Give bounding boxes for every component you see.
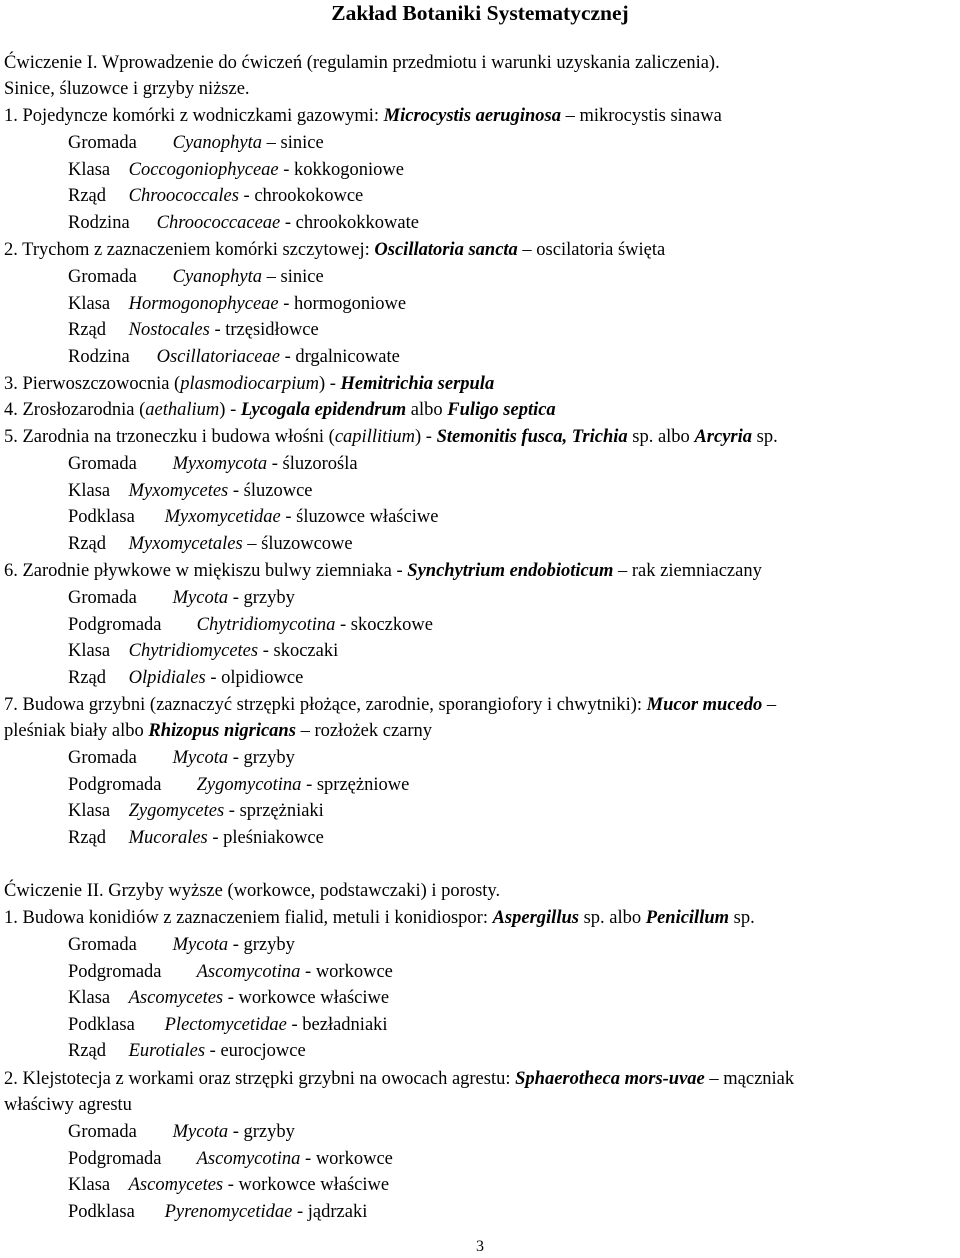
text-run: – bbox=[766, 695, 777, 715]
text-run: Budowa grzybni (zaznaczyć strzępki płożące, zarodnie, sporangiofory i chwytniki): bbox=[22, 695, 643, 715]
text-run: – oscilatoria święta bbox=[522, 240, 666, 260]
taxon-name: Nostocales bbox=[128, 320, 210, 340]
taxonomy-line bbox=[68, 1040, 306, 1062]
rank-label: Rodzina bbox=[68, 212, 130, 233]
text-run: 5. bbox=[4, 427, 18, 447]
taxon-name: Myxomycetes bbox=[128, 480, 229, 501]
text-run: pleśniak biały albo bbox=[4, 721, 144, 741]
taxon-polish-name: - workowce właściwe bbox=[227, 1175, 390, 1195]
rank-label: Gromada bbox=[68, 1122, 137, 1142]
species-name: Lycogala epidendrum bbox=[240, 400, 407, 420]
taxon-polish-name: - workowce bbox=[305, 1148, 393, 1169]
text-run: Zarodnia na trzoneczku i budowa włośni ( bbox=[22, 427, 335, 447]
text-run: 1. bbox=[4, 106, 18, 126]
species-name: Stemonitis fusca, bbox=[436, 427, 568, 447]
text-run: 7. bbox=[4, 695, 18, 715]
taxon-polish-name: – sinice bbox=[266, 133, 324, 153]
taxon-name: Chroococcales bbox=[128, 186, 239, 206]
taxon-name: Cyanophyta bbox=[172, 133, 263, 153]
rank-label: Rząd bbox=[68, 186, 107, 206]
taxon-polish-name: - śluzorośla bbox=[271, 454, 358, 474]
taxon-name: Eurotiales bbox=[128, 1041, 206, 1061]
rank-label: Gromada bbox=[68, 935, 137, 955]
taxon-name: Chytridiomycotina bbox=[196, 614, 336, 635]
taxon-polish-name: - skoczaki bbox=[262, 641, 339, 661]
taxonomy-line bbox=[68, 774, 409, 796]
exercise-heading: Ćwiczenie I. Wprowadzenie do ćwiczeń (regulamin przedmiotu i warunki uzyskania zaliczenia). bbox=[4, 53, 720, 73]
taxon-polish-name: - bezładniaki bbox=[291, 1014, 388, 1035]
species-name: Aspergillus bbox=[492, 908, 579, 928]
text-run: sp. bbox=[733, 908, 755, 928]
taxon-name: Zygomycetes bbox=[128, 801, 225, 821]
text-run: 3. bbox=[4, 374, 18, 394]
taxon-polish-name: - drgalnicowate bbox=[284, 346, 400, 367]
species-name: Microcystis aeruginosa bbox=[383, 106, 561, 126]
taxon-polish-name: - śluzowce właściwe bbox=[285, 507, 439, 527]
text-line bbox=[4, 720, 432, 742]
taxon-polish-name: - chrookokowce bbox=[243, 186, 364, 206]
rank-label: Klasa bbox=[68, 988, 111, 1008]
taxon-name: Myxomycetales bbox=[128, 533, 243, 554]
taxon-polish-name: - sprzężniaki bbox=[228, 801, 324, 821]
taxonomy-line bbox=[68, 293, 406, 315]
rank-label: Podklasa bbox=[68, 1014, 135, 1035]
page-number: 3 bbox=[476, 1238, 484, 1255]
rank-label: Podklasa bbox=[68, 507, 135, 527]
taxonomy-line bbox=[68, 827, 324, 849]
taxon-polish-name: – sinice bbox=[266, 267, 324, 287]
taxonomy-line bbox=[68, 159, 404, 181]
taxonomy-line bbox=[68, 1148, 393, 1170]
rank-label: Klasa bbox=[68, 159, 111, 180]
text-line bbox=[4, 560, 762, 582]
taxon-polish-name: - grzyby bbox=[232, 748, 295, 768]
taxon-polish-name: - sprzężniowe bbox=[306, 774, 410, 795]
taxon-polish-name: - pleśniakowce bbox=[212, 827, 324, 848]
text-run: – rozłożek czarny bbox=[300, 721, 433, 741]
text-run: 4. bbox=[4, 400, 18, 420]
rank-label: Gromada bbox=[68, 748, 137, 768]
species-name: Oscillatoria sancta bbox=[374, 240, 518, 260]
taxonomy-line bbox=[68, 506, 438, 528]
page-title: Zakład Botaniki Systematycznej bbox=[331, 1, 629, 25]
text-run: sp. bbox=[756, 427, 778, 447]
text-line bbox=[4, 105, 722, 127]
rank-label: Podgromada bbox=[68, 614, 162, 635]
term: capillitium bbox=[334, 427, 416, 447]
species-name: Trichia bbox=[571, 427, 628, 447]
taxonomy-line bbox=[68, 1174, 389, 1196]
text-run: 1. bbox=[4, 908, 18, 928]
term: plasmodiocarpium bbox=[180, 374, 319, 394]
text-run: ) - bbox=[318, 374, 336, 394]
text-run: sp. albo bbox=[632, 427, 690, 447]
text-line bbox=[4, 373, 494, 395]
text-line bbox=[4, 1094, 132, 1116]
taxon-name: Mycota bbox=[172, 748, 229, 768]
taxonomy-line bbox=[68, 212, 419, 234]
taxon-name: Olpidiales bbox=[128, 667, 206, 688]
species-name: Hemitrichia serpula bbox=[340, 374, 495, 394]
rank-label: Rząd bbox=[68, 320, 107, 340]
taxon-polish-name: - grzyby bbox=[232, 935, 295, 955]
text-run: Zrosłozarodnia ( bbox=[22, 400, 146, 420]
taxon-name: Ascomycetes bbox=[128, 1175, 224, 1195]
rank-label: Gromada bbox=[68, 588, 137, 608]
taxon-polish-name: - workowce właściwe bbox=[227, 988, 390, 1008]
taxonomy-line bbox=[68, 640, 338, 662]
taxon-name: Myxomycetidae bbox=[164, 507, 281, 527]
text-run: albo bbox=[410, 400, 443, 420]
text-line bbox=[4, 399, 556, 421]
taxon-name: Mycota bbox=[172, 935, 229, 955]
rank-label: Rząd bbox=[68, 1041, 107, 1061]
taxon-name: Myxomycota bbox=[172, 454, 268, 474]
taxon-name: Hormogonophyceae bbox=[128, 293, 279, 314]
rank-label: Klasa bbox=[68, 1175, 111, 1195]
taxon-name: Mycota bbox=[172, 1122, 229, 1142]
text-line bbox=[4, 52, 720, 74]
exercise-heading: Ćwiczenie II. bbox=[4, 881, 104, 901]
taxon-name: Mycota bbox=[172, 588, 229, 608]
text-run: Zarodnie pływkowe w miękiszu bulwy ziemniaka - bbox=[22, 561, 403, 581]
species-name: Fuligo septica bbox=[447, 400, 556, 420]
text-line bbox=[4, 907, 755, 929]
taxon-polish-name: - kokkogoniowe bbox=[283, 159, 404, 180]
taxon-name: Chytridiomycetes bbox=[128, 641, 259, 661]
rank-label: Klasa bbox=[68, 480, 111, 501]
taxon-name: Ascomycotina bbox=[196, 961, 301, 982]
rank-label: Podgromada bbox=[68, 774, 162, 795]
taxon-name: Ascomycotina bbox=[196, 1148, 301, 1169]
rank-label: Gromada bbox=[68, 133, 137, 153]
term: aethalium bbox=[145, 400, 220, 420]
text-run: Klejstotecja z workami oraz strzępki grzybni na owocach agrestu: bbox=[22, 1069, 511, 1089]
rank-label: Klasa bbox=[68, 293, 111, 314]
taxon-polish-name: - śluzowce bbox=[232, 480, 313, 501]
taxon-polish-name: - chrookokkowate bbox=[284, 212, 419, 233]
taxonomy-line bbox=[68, 587, 295, 609]
text-run: ) - bbox=[415, 427, 432, 447]
taxon-name: Pyrenomycetidae bbox=[164, 1201, 293, 1222]
text-run: – rak ziemniaczany bbox=[618, 561, 762, 581]
text-run: właściwy agrestu bbox=[4, 1095, 132, 1115]
rank-label: Rząd bbox=[68, 827, 107, 848]
species-name: Penicillum bbox=[645, 908, 730, 928]
text-line bbox=[4, 694, 776, 716]
taxon-polish-name: - jądrzaki bbox=[296, 1201, 368, 1222]
taxon-name: Coccogoniophyceae bbox=[128, 159, 279, 180]
taxonomy-line bbox=[68, 800, 324, 822]
rank-label: Gromada bbox=[68, 267, 137, 287]
rank-label: Podklasa bbox=[68, 1201, 135, 1222]
text-run: ) - bbox=[219, 400, 237, 420]
taxonomy-line bbox=[68, 614, 433, 636]
taxon-name: Ascomycetes bbox=[128, 988, 224, 1008]
rank-label: Gromada bbox=[68, 454, 137, 474]
species-name: Arcyria bbox=[694, 427, 752, 447]
taxon-polish-name: - grzyby bbox=[232, 588, 295, 608]
text-run: 2. bbox=[4, 240, 18, 260]
taxon-name: Plectomycetidae bbox=[164, 1014, 287, 1035]
taxon-polish-name: - workowce bbox=[305, 961, 393, 982]
text-run: Budowa konidiów z zaznaczeniem fialid, metuli i konidiospor: bbox=[22, 908, 488, 928]
taxonomy-line bbox=[68, 533, 353, 555]
species-name: Mucor mucedo bbox=[646, 695, 763, 715]
taxon-polish-name: - grzyby bbox=[232, 1122, 295, 1142]
species-name: Sphaerotheca mors-uvae bbox=[515, 1069, 705, 1089]
exercise-heading: Grzyby wyższe (workowce, podstawczaki) i porosty. bbox=[108, 881, 501, 901]
taxonomy-line bbox=[68, 453, 358, 475]
species-name: Synchytrium endobioticum bbox=[407, 561, 614, 581]
taxonomy-line bbox=[68, 1201, 367, 1223]
taxon-polish-name: - trzęsidłowce bbox=[214, 320, 319, 340]
text-run: Pierwoszczowocnia ( bbox=[22, 374, 181, 394]
text-run: 2. bbox=[4, 1069, 18, 1089]
rank-label: Klasa bbox=[68, 641, 111, 661]
exercise-subheading: Sinice, śluzowce i grzyby niższe. bbox=[4, 79, 250, 99]
text-line bbox=[4, 78, 250, 100]
text-run: – mączniak bbox=[709, 1069, 795, 1089]
taxon-polish-name: - olpidiowce bbox=[210, 667, 304, 688]
text-line bbox=[4, 1068, 794, 1090]
rank-label: Klasa bbox=[68, 801, 111, 821]
text-run: Trychom z zaznaczeniem komórki szczytowej: bbox=[22, 240, 370, 260]
text-run: 6. bbox=[4, 561, 18, 581]
rank-label: Rząd bbox=[68, 667, 107, 688]
taxonomy-line bbox=[68, 266, 324, 288]
taxonomy-line bbox=[68, 480, 313, 502]
taxon-name: Zygomycotina bbox=[196, 774, 302, 795]
rank-label: Podgromada bbox=[68, 961, 162, 982]
text-line bbox=[4, 880, 500, 902]
species-name: Rhizopus nigricans bbox=[148, 721, 296, 741]
text-run: sp. albo bbox=[583, 908, 642, 928]
taxon-name: Chroococcaceae bbox=[156, 212, 281, 233]
taxonomy-line bbox=[68, 185, 363, 207]
taxon-name: Cyanophyta bbox=[172, 267, 263, 287]
rank-label: Podgromada bbox=[68, 1148, 162, 1169]
taxonomy-line bbox=[68, 1121, 295, 1143]
taxonomy-line bbox=[68, 1014, 388, 1036]
text-run: Pojedyncze komórki z wodniczkami gazowymi: bbox=[22, 106, 380, 126]
taxon-name: Oscillatoriaceae bbox=[156, 346, 280, 367]
taxonomy-line bbox=[68, 319, 319, 341]
taxon-name: Mucorales bbox=[128, 827, 208, 848]
taxonomy-line bbox=[68, 961, 393, 983]
taxonomy-line bbox=[68, 667, 303, 689]
rank-label: Rodzina bbox=[68, 346, 130, 367]
taxon-polish-name: - hormogoniowe bbox=[283, 293, 407, 314]
text-run: – mikrocystis sinawa bbox=[565, 106, 722, 126]
rank-label: Rząd bbox=[68, 533, 107, 554]
taxonomy-line bbox=[68, 132, 324, 154]
taxonomy-line bbox=[68, 934, 295, 956]
text-line bbox=[4, 239, 665, 261]
taxonomy-line bbox=[68, 987, 389, 1009]
taxon-polish-name: – śluzowcowe bbox=[247, 533, 353, 554]
taxonomy-line bbox=[68, 747, 295, 769]
text-line bbox=[4, 426, 778, 448]
taxonomy-line bbox=[68, 346, 400, 368]
taxon-polish-name: - skoczkowe bbox=[339, 614, 433, 635]
taxon-polish-name: - eurocjowce bbox=[209, 1041, 306, 1061]
